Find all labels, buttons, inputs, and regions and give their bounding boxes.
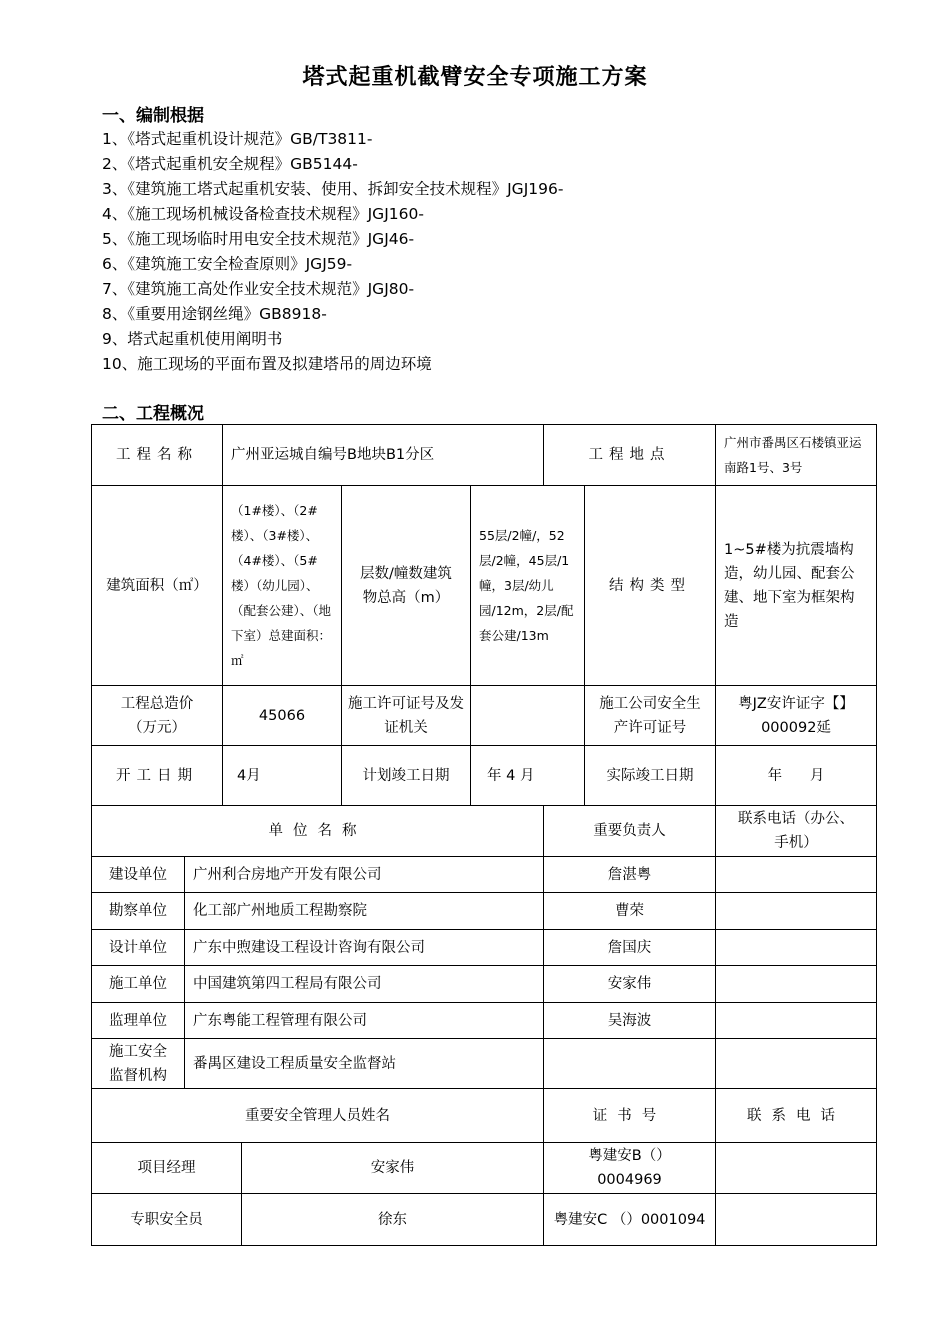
section-heading-overview: 二、工程概况 bbox=[102, 404, 204, 424]
area-label: 建筑面积（㎡） bbox=[92, 486, 223, 686]
safety-permit-value: 粤JZ安许证字【】000092延 bbox=[716, 686, 876, 746]
unit-name: 番禺区建设工程质量安全监督站 bbox=[185, 1039, 544, 1089]
reference-item: 4、《施工现场机械设备检查技术规程》JGJ160- bbox=[102, 205, 424, 223]
reference-item: 7、《建筑施工高处作业安全技术规范》JGJ80- bbox=[102, 280, 415, 298]
unit-leader: 詹国庆 bbox=[544, 930, 716, 966]
actual-end-value: 年 月 bbox=[716, 746, 876, 806]
unit-role: 施工单位 bbox=[92, 966, 185, 1003]
reference-item: 6、《建筑施工安全检查原则》JGJ59- bbox=[102, 255, 353, 273]
location-label: 工程地点 bbox=[544, 425, 716, 486]
staff-role: 专职安全员 bbox=[92, 1194, 242, 1245]
section-heading-basis: 一、编制根据 bbox=[102, 106, 204, 126]
cost-label: 工程总造价（万元） bbox=[92, 686, 223, 746]
staff-phone-header: 联系电话 bbox=[716, 1089, 876, 1143]
project-name-value: 广州亚运城自编号B地块B1分区 bbox=[223, 425, 544, 486]
unit-role: 施工安全监督机构 bbox=[92, 1039, 185, 1089]
start-date-label: 开工日期 bbox=[92, 746, 223, 806]
unit-name: 中国建筑第四工程局有限公司 bbox=[185, 966, 544, 1003]
plan-end-label: 计划竣工日期 bbox=[342, 746, 471, 806]
unit-phone bbox=[716, 1003, 876, 1039]
unit-phone bbox=[716, 893, 876, 930]
staff-phone bbox=[716, 1143, 876, 1194]
floors-value: 55层/2幢/，52层/2幢，45层/1幢，3层/幼儿园/12m，2层/配套公建/13m bbox=[471, 486, 585, 686]
staff-name-header: 重要安全管理人员姓名 bbox=[92, 1089, 544, 1143]
reference-list bbox=[102, 127, 563, 377]
unit-phone bbox=[716, 966, 876, 1003]
staff-cert: 粤建安B（）0004969 bbox=[544, 1143, 716, 1194]
leader-header: 重要负责人 bbox=[544, 806, 716, 857]
cost-value: 45066 bbox=[223, 686, 342, 746]
unit-leader: 曹荣 bbox=[544, 893, 716, 930]
plan-end-value: 年 4 月 bbox=[471, 746, 585, 806]
unit-role: 建设单位 bbox=[92, 857, 185, 893]
unit-phone bbox=[716, 1039, 876, 1089]
project-overview-table bbox=[91, 424, 877, 1246]
reference-item: 5、《施工现场临时用电安全技术规范》JGJ46- bbox=[102, 230, 415, 248]
phone-header: 联系电话（办公、手机） bbox=[716, 806, 876, 857]
reference-item: 1、《塔式起重机设计规范》GB/T3811- bbox=[102, 130, 373, 148]
area-value: （1#楼）、（2#楼）、（3#楼）、（4#楼）、（5#楼）（幼儿园）、（配套公建）、（地下室）总建面积：㎡ bbox=[223, 486, 342, 686]
staff-phone bbox=[716, 1194, 876, 1245]
unit-leader bbox=[544, 1039, 716, 1089]
unit-leader: 詹湛粤 bbox=[544, 857, 716, 893]
reference-item: 3、《建筑施工塔式起重机安装、使用、拆卸安全技术规程》JGJ196- bbox=[102, 180, 564, 198]
document-title: 塔式起重机截臂安全专项施工方案 bbox=[302, 65, 648, 90]
staff-name: 安家伟 bbox=[242, 1143, 544, 1194]
reference-item: 9、塔式起重机使用阐明书 bbox=[102, 330, 283, 348]
start-date-value: 4月 bbox=[223, 746, 342, 806]
unit-leader: 吴海波 bbox=[544, 1003, 716, 1039]
cert-header: 证书号 bbox=[544, 1089, 716, 1143]
project-name-label: 工程名称 bbox=[92, 425, 223, 486]
unit-role: 监理单位 bbox=[92, 1003, 185, 1039]
actual-end-label: 实际竣工日期 bbox=[585, 746, 716, 806]
reference-item: 8、《重要用途钢丝绳》GB8918- bbox=[102, 305, 327, 323]
unit-role: 设计单位 bbox=[92, 930, 185, 966]
unit-name: 广州利合房地产开发有限公司 bbox=[185, 857, 544, 893]
structure-label: 结构类型 bbox=[585, 486, 716, 686]
staff-name: 徐东 bbox=[242, 1194, 544, 1245]
safety-permit-label: 施工公司安全生产许可证号 bbox=[585, 686, 716, 746]
staff-cert: 粤建安C （）0001094 bbox=[544, 1194, 716, 1245]
unit-phone bbox=[716, 930, 876, 966]
permit-value bbox=[471, 686, 585, 746]
unit-phone bbox=[716, 857, 876, 893]
unit-name: 广东中煦建设工程设计咨询有限公司 bbox=[185, 930, 544, 966]
unit-name-header: 单位名称 bbox=[92, 806, 544, 857]
permit-label: 施工许可证号及发证机关 bbox=[342, 686, 471, 746]
staff-role: 项目经理 bbox=[92, 1143, 242, 1194]
reference-item: 10、施工现场的平面布置及拟建塔吊的周边环境 bbox=[102, 355, 432, 373]
unit-name: 广东粤能工程管理有限公司 bbox=[185, 1003, 544, 1039]
unit-name: 化工部广州地质工程勘察院 bbox=[185, 893, 544, 930]
structure-value: 1~5#楼为抗震墙构造，幼儿园、配套公建、地下室为框架构造 bbox=[716, 486, 876, 686]
reference-item: 2、《塔式起重机安全规程》GB5144- bbox=[102, 155, 358, 173]
floors-label: 层数/幢数建筑物总高（m） bbox=[342, 486, 471, 686]
unit-role: 勘察单位 bbox=[92, 893, 185, 930]
unit-leader: 安家伟 bbox=[544, 966, 716, 1003]
location-value: 广州市番禺区石楼镇亚运南路1号、3号 bbox=[716, 425, 876, 486]
